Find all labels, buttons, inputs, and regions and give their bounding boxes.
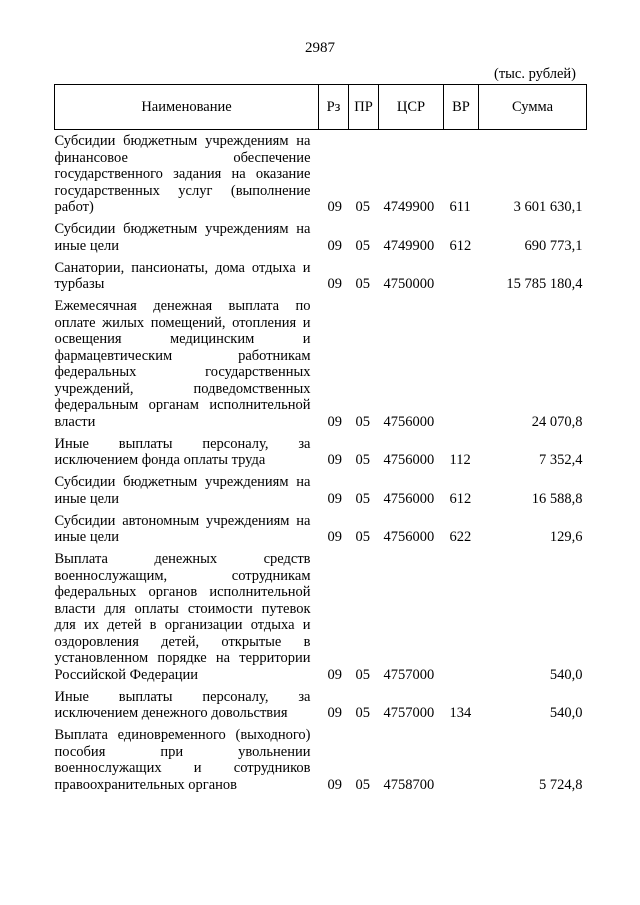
row-sum: 540,0 — [549, 666, 583, 683]
header-sum: Сумма — [479, 85, 587, 130]
row-name: Иные выплаты персоналу, за исключением фонда оплаты труда — [54, 435, 311, 468]
row-name: Выплата денежных средств военнослужащим, сотрудникам федеральных органов исполнительной власти для оплаты стоимости путевок для их детей в организации отдыха и оздоровления детей, открытые в установленном порядке на территории Российской Федерации — [54, 551, 311, 683]
table-row — [55, 436, 587, 475]
row-name: Субсидии автономным учреждениям на иные цели — [54, 512, 311, 545]
row-csr: 4749900 — [383, 237, 435, 254]
row-pr: 05 — [355, 276, 370, 292]
table-row — [55, 221, 587, 260]
table-row — [55, 474, 587, 513]
row-rz: 09 — [327, 237, 342, 254]
row-pr: 05 — [355, 490, 370, 507]
row-csr: 4757000 — [383, 666, 435, 683]
row-sum: 24 070,8 — [531, 413, 583, 430]
table-row — [55, 298, 587, 436]
row-vr — [444, 298, 479, 436]
row-rz: 09 — [327, 666, 342, 683]
header-name: Наименование — [55, 85, 319, 130]
row-csr: 4757000 — [383, 705, 435, 721]
row-pr: 05 — [355, 452, 370, 468]
header-pr: ПР — [349, 85, 379, 130]
table-row — [55, 727, 587, 799]
row-rz: 09 — [327, 413, 342, 430]
row-pr: 05 — [355, 199, 370, 215]
row-csr: 4750000 — [383, 276, 435, 292]
row-csr: 4756000 — [383, 452, 435, 468]
row-vr: 612 — [449, 237, 472, 254]
row-sum: 690 773,1 — [524, 237, 583, 254]
row-csr: 4756000 — [383, 529, 435, 545]
row-vr: 112 — [449, 452, 471, 468]
row-name: Субсидии бюджетным учреждениям на иные цели — [54, 221, 311, 254]
header-vr: ВР — [444, 85, 479, 130]
row-name: Санатории, пансионаты, дома отдыха и турбазы — [54, 259, 311, 292]
row-sum: 5 724,8 — [539, 776, 583, 793]
row-pr: 05 — [355, 666, 370, 683]
header-csr: ЦСР — [379, 85, 444, 130]
row-rz: 09 — [327, 705, 342, 721]
row-vr: 611 — [449, 199, 471, 215]
row-vr: 134 — [449, 705, 472, 721]
row-rz: 09 — [327, 490, 342, 507]
table-row — [55, 689, 587, 728]
row-csr: 4756000 — [383, 490, 435, 507]
row-vr — [444, 551, 479, 689]
table-header — [55, 85, 587, 130]
row-csr: 4749900 — [383, 199, 435, 215]
row-sum: 7 352,4 — [539, 452, 583, 468]
row-sum: 129,6 — [549, 529, 583, 545]
row-pr: 05 — [355, 413, 370, 430]
row-rz: 09 — [327, 276, 342, 292]
row-rz: 09 — [327, 529, 342, 545]
row-sum: 3 601 630,1 — [513, 199, 583, 215]
row-rz: 09 — [327, 776, 342, 793]
row-rz: 09 — [327, 452, 342, 468]
row-csr: 4756000 — [383, 413, 435, 430]
row-vr — [444, 727, 479, 799]
row-pr: 05 — [355, 776, 370, 793]
row-name: Субсидии бюджетным учреждениям на иные цели — [54, 474, 311, 507]
row-vr: 612 — [449, 490, 472, 507]
table-row — [55, 513, 587, 552]
header-rz: Рз — [319, 85, 349, 130]
row-rz: 09 — [327, 199, 342, 215]
units-label: (тыс. рублей) — [494, 66, 576, 82]
row-pr: 05 — [355, 237, 370, 254]
row-name: Субсидии бюджетным учреждениям на финансовое обеспечение государственного задания на оказание государственных услуг (выполнение работ) — [54, 133, 311, 215]
row-sum: 16 588,8 — [531, 490, 583, 507]
row-name: Ежемесячная денежная выплата по оплате жилых помещений, отопления и освещения медицинским и фармацевтическим работникам федеральных государственных учреждений, подведомственных федеральным органам исполнительной власти — [54, 298, 311, 430]
row-csr: 4758700 — [383, 776, 435, 793]
row-vr — [444, 260, 479, 299]
row-name: Выплата единовременного (выходного) пособия при увольнении военнослужащих и сотрудников правоохранительных органов — [54, 727, 311, 793]
page-number: 2987 — [305, 40, 335, 56]
table-row — [55, 260, 587, 299]
budget-table — [54, 84, 587, 799]
table-row — [55, 130, 587, 222]
row-name: Иные выплаты персоналу, за исключением денежного довольствия — [54, 688, 311, 721]
row-sum: 15 785 180,4 — [506, 276, 583, 292]
row-sum: 540,0 — [549, 705, 583, 721]
row-vr: 622 — [449, 529, 472, 545]
row-pr: 05 — [355, 705, 370, 721]
row-pr: 05 — [355, 529, 370, 545]
table-row — [55, 551, 587, 689]
